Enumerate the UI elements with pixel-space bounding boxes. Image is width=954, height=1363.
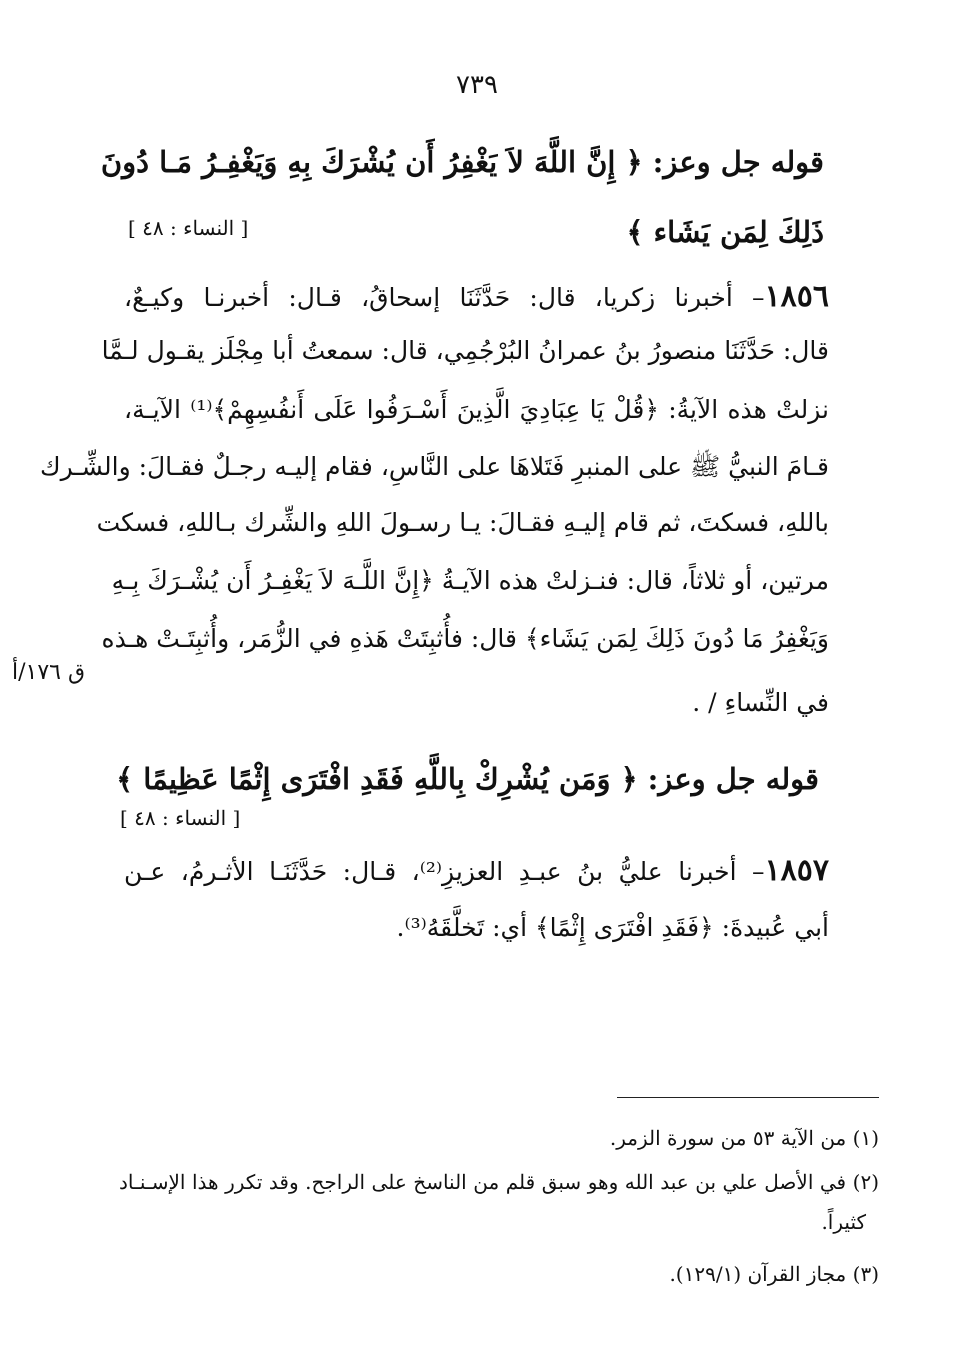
heading-prefix: قوله جل وعز: [637, 762, 819, 796]
quran-verse: ﴿ إِنَّ اللَّهَ لاَ يَغْفِرُ أَن يُشْرَكَ بِهِ وَيَغْفِـرُ مَـا دُونَ [100, 145, 643, 179]
quran-verse: ﴿ وَمَن يُشْرِكْ بِاللَّهِ فَقَدِ افْتَرَى إِثْمًا عَظِيمًا ﴾ [116, 762, 638, 796]
hadith-number: ١٨٥٧ [764, 853, 829, 888]
section1-heading-line1 [100, 145, 824, 179]
hadith-1856-line5: باللهِ، فسكتَ، ثم قام إليـهِ فقـالَ: يـا رسـولَ اللهِ والشِّرك بـاللهِ، فسكت [96, 508, 829, 537]
heading-prefix: قوله جل وعز: [642, 145, 824, 179]
hadith-1857-line1 [124, 853, 829, 888]
section2-heading [116, 762, 819, 796]
section1-heading-line2: ذَلِكَ لِمَن يَشَاء ﴾ [626, 215, 824, 249]
hadith-text: – أخبرنا زكريا، قال: حَدَّثَنَا إسحاقُ، قـال: أخبرنـا وكيـعٌ، [124, 283, 765, 312]
hadith-1856-line4: قـامَ النبيُّ ﷺ على المنبرِ فَتَلاهَا على النَّاسِ، فقام إليـه رجـلٌ فقـالَ: والشِّـرك [39, 452, 829, 481]
hadith-text: – أخبرنا عليُّ بنُ عبـدِ العزيزِ⁽²⁾، قـال: حَدَّثَنَـا الأثـرمُ، عـن [124, 857, 765, 886]
footnote-3: (٣) مجاز القرآن (١٢٩/١). [669, 1262, 879, 1286]
footnote-2: (٢) في الأصل علي بن عبد الله وهو سبق قلم من الناسخ على الراجح. وقد تكرر هذا الإسـنـاد [119, 1170, 879, 1194]
hadith-1856-line2: قال: حَدَّثَنَا منصورُ بنُ عمرانُ البُرْجُمِي، قال: سمعتُ أبا مِجْلَز يقـول لـمَّا [101, 336, 829, 365]
footnote-divider [617, 1097, 879, 1098]
hadith-1857-line2: أبي عُبيدةَ: ﴿فَقَدِ افْتَرَى إِثْمًا﴾ أي: تَخلَّقَهُ⁽³⁾. [396, 913, 829, 942]
hadith-number: ١٨٥٦ [764, 279, 829, 314]
section2-reference: [ النساء : ٤٨ ] [120, 806, 241, 830]
hadith-1856-line8: في النِّساءِ / . [692, 688, 829, 717]
page-number: ٧٣٩ [456, 70, 498, 100]
footnote-2-continued: كثيراً. [821, 1210, 866, 1234]
section1-reference: [ النساء : ٤٨ ] [128, 216, 249, 240]
hadith-1856-line6: مرتين، أو ثلاثاً، قال: فنـزلتْ هذه الآيـةُ ﴿إِنَّ اللَّـهَ لاَ يَغْفِـرُ أَن يُشْـرَكَ بِـهِ [111, 566, 829, 595]
hadith-1856-line1 [124, 279, 829, 314]
hadith-1856-line3: نزلتْ هذه الآيةُ: ﴿قُلْ يَا عِبَادِيَ الَّذِينَ أَسْـرَفُوا عَلَى أَنفُسِهِمْ﴾⁽¹⁾ الآيـة، [124, 395, 829, 424]
footnote-1: (١) من الآية ٥٣ من سورة الزمر. [609, 1126, 879, 1150]
manuscript-folio-note: ق ١٧٦/أ [12, 660, 86, 685]
hadith-1856-line7: وَيَغْفِرُ مَا دُونَ ذَلِكَ لِمَن يَشَاء﴾ قال: فأُثبِتَتْ هَذهِ في الزُّمَر، وأُثبِتَـتْ هـذه [101, 624, 829, 653]
